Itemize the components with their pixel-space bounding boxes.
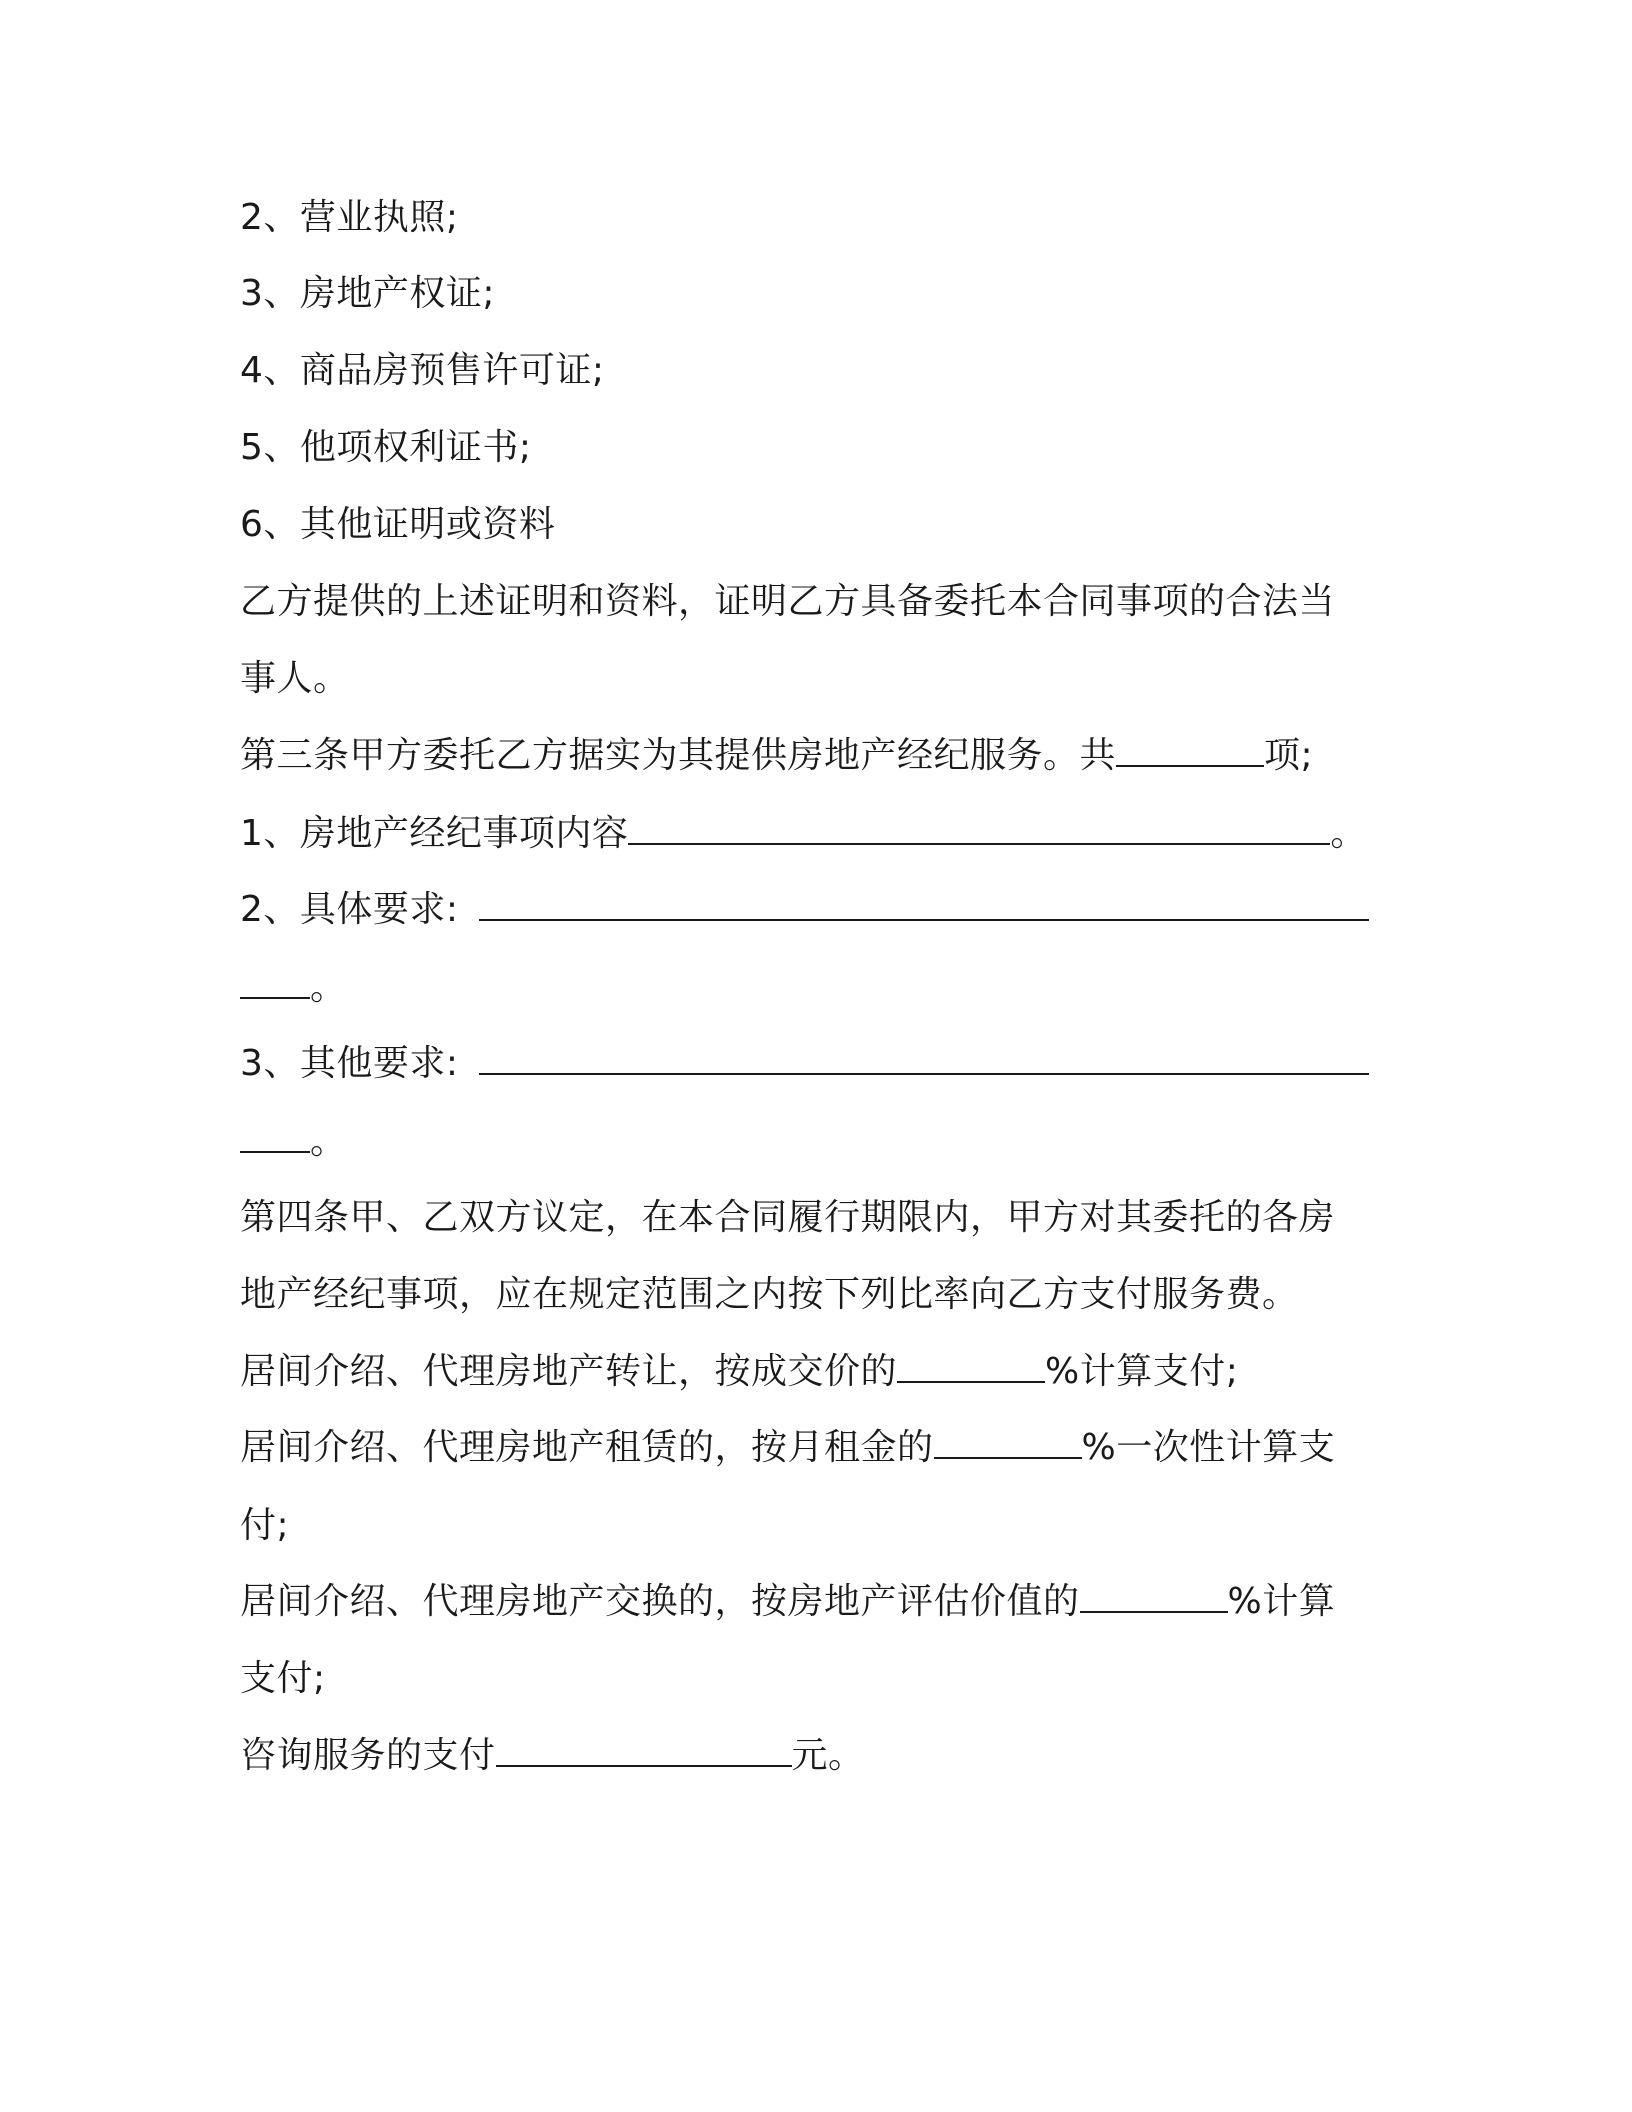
article-four-line1: 第四条甲、乙双方议定，在本合同履行期限内，甲方对其委托的各房 (240, 1197, 1336, 1238)
fee-lease-suffix: %一次性计算支 (1081, 1427, 1336, 1468)
item-three-blank-continued (240, 1121, 310, 1153)
item-one (240, 812, 1367, 856)
item-two-blank (479, 889, 1369, 921)
fee-exchange (240, 1580, 1335, 1624)
fee-consult-suffix: 元。 (791, 1735, 865, 1776)
item-three (240, 1042, 1369, 1086)
fee-exchange-suffix: %计算 (1227, 1581, 1336, 1622)
article-three-text: 第三条甲方委托乙方据实为其提供房地产经纪服务。共 (240, 735, 1117, 776)
fee-transfer-suffix: %计算支付; (1045, 1351, 1239, 1392)
fee-transfer-rate-blank (897, 1351, 1045, 1383)
fee-transfer-text: 居间介绍、代理房地产转让，按成交价的 (240, 1351, 898, 1392)
item-three-label: 3、其他要求: (240, 1043, 459, 1084)
article-three (240, 734, 1313, 778)
article-four-line2: 地产经纪事项，应在规定范围之内按下列比率向乙方支付服务费。 (240, 1274, 1299, 1315)
list-item-other-rights-certificate: 5、他项权利证书; (240, 427, 532, 468)
list-item-property-certificate: 3、房地产权证; (240, 273, 496, 314)
article-three-suffix: 项; (1264, 735, 1314, 776)
item-one-label: 1、房地产经纪事项内容 (240, 813, 629, 854)
item-two-blank-continued (240, 967, 310, 999)
proof-paragraph-line1: 乙方提供的上述证明和资料，证明乙方具备委托本合同事项的合法当 (240, 581, 1336, 622)
article-three-count-blank (1116, 735, 1264, 767)
item-two (240, 888, 1369, 932)
fee-lease (240, 1426, 1335, 1470)
item-three-continuation (240, 1120, 347, 1164)
item-two-label: 2、具体要求: (240, 889, 459, 930)
fee-consult-text: 咨询服务的支付 (240, 1735, 496, 1776)
fee-consult-amount-blank (496, 1735, 792, 1767)
fee-lease-line2: 付; (240, 1505, 290, 1546)
item-three-blank (479, 1043, 1369, 1075)
fee-lease-rate-blank (934, 1427, 1082, 1459)
item-one-end: 。 (1330, 813, 1367, 854)
fee-consult (240, 1734, 865, 1778)
list-item-presale-permit: 4、商品房预售许可证; (240, 350, 605, 391)
fee-exchange-text: 居间介绍、代理房地产交换的，按房地产评估价值的 (240, 1581, 1080, 1622)
fee-exchange-rate-blank (1080, 1581, 1228, 1613)
fee-transfer (240, 1350, 1238, 1394)
item-three-end: 。 (310, 1121, 347, 1162)
list-item-business-license: 2、营业执照; (240, 197, 459, 238)
fee-lease-text: 居间介绍、代理房地产租赁的，按月租金的 (240, 1427, 934, 1468)
proof-paragraph-line2: 事人。 (240, 658, 350, 699)
item-two-end: 。 (310, 967, 347, 1008)
list-item-other-documents: 6、其他证明或资料 (240, 504, 556, 545)
item-two-continuation (240, 966, 347, 1010)
fee-exchange-line2: 支付; (240, 1658, 326, 1699)
item-one-blank (628, 813, 1330, 845)
